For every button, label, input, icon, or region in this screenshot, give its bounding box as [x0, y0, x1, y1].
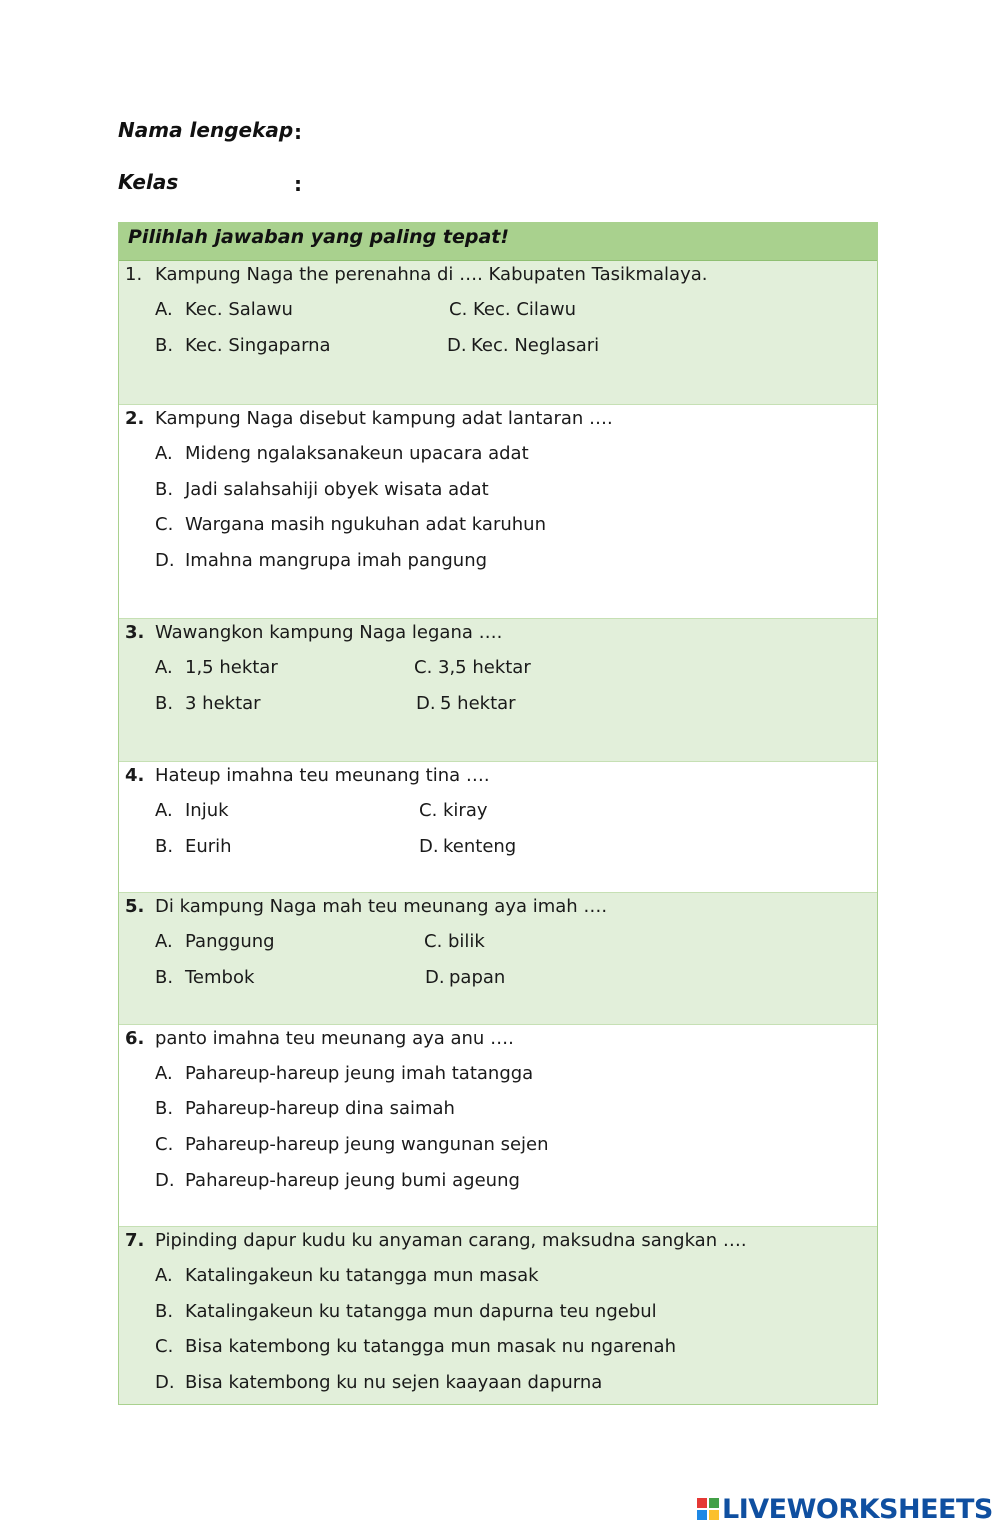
question-7: [119, 1226, 877, 1404]
option-c[interactable]: C. Bisa katembong ku tatangga mun masak nu ngarenah: [155, 1336, 676, 1357]
question-text: Wawangkon kampung Naga legana ….: [155, 622, 503, 643]
question-2: [119, 404, 877, 618]
option-a[interactable]: A. Katalingakeun ku tatangga mun masak: [155, 1265, 539, 1286]
option-b[interactable]: B. Eurih: [155, 836, 232, 857]
option-b[interactable]: B. 3 hektar: [155, 693, 261, 714]
option-d[interactable]: D. papan: [425, 967, 506, 988]
option-c[interactable]: C. 3,5 hektar: [414, 657, 531, 678]
liveworksheets-logo[interactable]: [697, 1494, 993, 1524]
question-number: 2.: [125, 408, 145, 429]
option-d[interactable]: D. Bisa katembong ku nu sejen kaayaan dapurna: [155, 1372, 603, 1393]
question-6: [119, 1024, 877, 1226]
option-a[interactable]: A. Injuk: [155, 800, 229, 821]
question-number: 5.: [125, 896, 145, 917]
question-number: 1.: [125, 264, 143, 285]
option-c[interactable]: C. Kec. Cilawu: [449, 299, 577, 320]
option-c[interactable]: C. bilik: [424, 931, 485, 952]
question-number: 4.: [125, 765, 145, 786]
question-1: [119, 261, 877, 404]
class-label: Kelas: [118, 170, 179, 194]
question-text: Kampung Naga the perenahna di …. Kabupaten Tasikmalaya.: [155, 264, 708, 285]
option-c[interactable]: C. Pahareup-hareup jeung wangunan sejen: [155, 1134, 549, 1155]
option-d[interactable]: D. kenteng: [419, 836, 517, 857]
question-number: 7.: [125, 1230, 145, 1251]
class-colon: :: [294, 172, 302, 196]
option-d[interactable]: D. Imahna mangrupa imah pangung: [155, 550, 488, 571]
option-a[interactable]: A. Panggung: [155, 931, 275, 952]
option-b[interactable]: B. Pahareup-hareup dina saimah: [155, 1098, 455, 1119]
question-text: panto imahna teu meunang aya anu ….: [155, 1028, 514, 1049]
question-number: 3.: [125, 622, 145, 643]
option-d[interactable]: D. Pahareup-hareup jeung bumi ageung: [155, 1170, 520, 1191]
question-number: 6.: [125, 1028, 145, 1049]
question-text: Di kampung Naga mah teu meunang aya imah ….: [155, 896, 608, 917]
quiz-title: Pilihlah jawaban yang paling tepat!: [119, 223, 877, 261]
option-b[interactable]: B. Jadi salahsahiji obyek wisata adat: [155, 479, 489, 500]
question-5: [119, 892, 877, 1024]
option-a[interactable]: A. Kec. Salawu: [155, 299, 293, 320]
option-d[interactable]: D. Kec. Neglasari: [447, 335, 600, 356]
option-a[interactable]: A. Mideng ngalaksanakeun upacara adat: [155, 443, 529, 464]
option-c[interactable]: C. Wargana masih ngukuhan adat karuhun: [155, 514, 546, 535]
liveworksheets-logo-icon: [697, 1498, 719, 1520]
name-colon: :: [294, 120, 302, 144]
option-d[interactable]: D. 5 hektar: [416, 693, 516, 714]
option-b[interactable]: B. Tembok: [155, 967, 255, 988]
option-c[interactable]: C. kiray: [419, 800, 488, 821]
question-text: Kampung Naga disebut kampung adat lantaran ….: [155, 408, 613, 429]
question-text: Pipinding dapur kudu ku anyaman carang, maksudna sangkan ….: [155, 1230, 747, 1251]
option-a[interactable]: A. 1,5 hektar: [155, 657, 278, 678]
option-b[interactable]: B. Kec. Singaparna: [155, 335, 331, 356]
question-4: [119, 761, 877, 892]
logo-text: LIVEWORKSHEETS: [722, 1493, 993, 1525]
quiz-table: [118, 222, 878, 1405]
name-label: Nama lengekap: [118, 118, 294, 142]
question-text: Hateup imahna teu meunang tina ….: [155, 765, 490, 786]
question-3: [119, 618, 877, 761]
option-a[interactable]: A. Pahareup-hareup jeung imah tatangga: [155, 1063, 534, 1084]
option-b[interactable]: B. Katalingakeun ku tatangga mun dapurna teu ngebul: [155, 1301, 657, 1322]
